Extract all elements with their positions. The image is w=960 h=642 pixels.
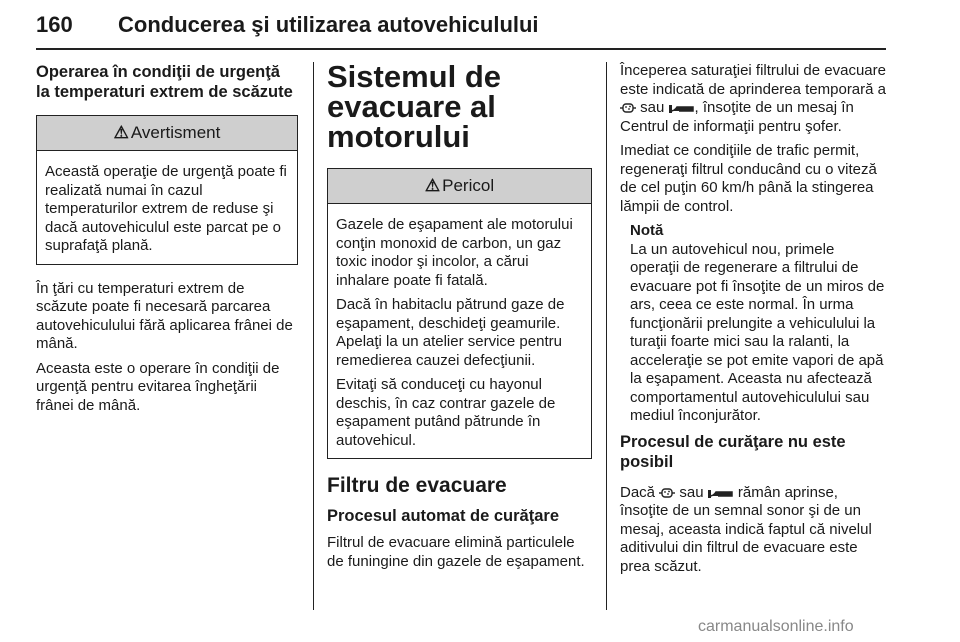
text-segment: rămân aprinse, însoţite de un semnal sonor şi de un mesaj, aceasta indică faptul că nivelul aditivului din filtrul de evacuare este prea scăzut.	[620, 483, 872, 575]
paragraph: Filtrul de evacuare elimină particulele de funingine din gazele de eşapament.	[327, 534, 585, 570]
exhaust-pipe-icon	[669, 102, 695, 114]
column-divider-2	[606, 62, 607, 610]
warning-box-body	[37, 151, 297, 264]
danger-text: Dacă în habitaclu pătrund gaze de eşapament, deschideţi geamurile. Apelaţi la un atelier service pentru remedierea cauzei defecţiunii.	[336, 296, 565, 369]
column-divider-1	[313, 62, 314, 610]
section-heading: Sistemul de evacuare al motorului	[327, 59, 501, 154]
note-label: Notă	[630, 222, 664, 239]
text-segment: sau	[640, 99, 665, 116]
cleaning-not-possible-heading: Procesul de curăţare nu este posibil	[620, 432, 846, 471]
chapter-title: Conducerea şi utilizarea autovehiculului	[118, 12, 539, 37]
text-segment: Dacă	[620, 483, 656, 501]
warning-triangle-icon: ⚠	[113, 123, 129, 142]
warning-box	[36, 115, 298, 265]
column-3	[620, 62, 886, 582]
danger-box-header	[328, 169, 591, 204]
exhaust-filter-icon	[620, 101, 636, 115]
warning-text: Această operaţie de urgenţă poate fi realizată numai în cazul temperaturilor extrem de reduse şi dacă autovehiculul este parcat pe o suprafaţă plană.	[45, 163, 287, 254]
note-text: La un autovehicul nou, primele operaţii de regenerare a filtrului de evacuare pot fi însoţite de un miros de ars, ceea ce este normal. În urma funcţionării prelungite a vehiculului la turaţii foarte mici sau la ralanti, la acceleraţie se pot emite vapori de apă la eşapament. Aceasta nu afectează comportamentul autovehiculului sau mediul înconjurător.	[630, 240, 885, 424]
warning-triangle-icon: ⚠	[424, 176, 441, 195]
note-block	[620, 222, 886, 426]
filter-heading: Filtru de evacuare	[327, 474, 507, 497]
danger-box-title: Pericol	[442, 176, 495, 195]
header-rule	[36, 48, 886, 50]
text-segment: , însoţite de un mesaj în Centrul de informaţii pentru şofer.	[620, 99, 854, 135]
page-number: 160	[36, 12, 73, 37]
danger-text: Evitaţi să conduceţi cu hayonul deschis, în caz contrar gazele de eşapament putând pătrunde în autovehicul.	[336, 376, 556, 449]
column-1	[36, 62, 298, 421]
automatic-cleaning-heading: Procesul automat de curăţare	[327, 507, 559, 525]
watermark: carmanualsonline.info	[698, 618, 854, 635]
section-subheading: Operarea în condiţii de urgenţă la temperaturi extrem de scăzute	[36, 63, 293, 101]
warning-box-header	[37, 116, 297, 151]
column-2	[327, 59, 592, 577]
danger-text: Gazele de eşapament ale motorului conţin monoxid de carbon, un gaz toxic inodor şi incolor, a cărui inhalare poate fi fatală.	[336, 216, 573, 289]
page-header	[36, 4, 886, 44]
paragraph	[620, 484, 886, 577]
paragraph	[620, 62, 886, 136]
text-segment: Începerea saturaţiei filtrului de evacuare este indicată de aprinderea temporară a	[620, 62, 887, 98]
paragraph: Imediat ce condiţiile de trafic permit, regeneraţi filtrul conducând cu o viteză de cel puţin 60 km/h până la stingerea lămpii de control.	[620, 142, 877, 215]
text-segment: sau	[679, 483, 704, 501]
warning-box-title: Avertisment	[130, 123, 221, 142]
danger-box	[327, 168, 592, 459]
paragraph: În ţări cu temperaturi extrem de scăzute poate fi necesară parcarea autovehiculului fără aplicarea frânei de mână.	[36, 279, 293, 352]
danger-box-body	[328, 204, 591, 458]
exhaust-pipe-icon	[708, 487, 734, 499]
paragraph: Aceasta este o operare în condiţii de urgenţă pentru evitarea îngheţării frânei de mână.	[36, 359, 280, 414]
exhaust-filter-icon	[659, 486, 675, 500]
